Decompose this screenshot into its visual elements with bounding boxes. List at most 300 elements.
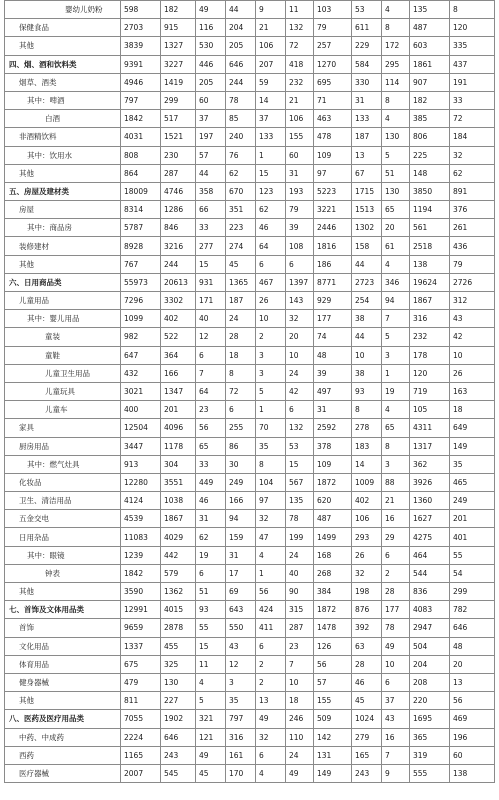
table-cell: 35	[226, 692, 256, 710]
table-cell: 915	[161, 19, 196, 37]
table-cell: 24	[226, 310, 256, 328]
table-cell: 2726	[450, 273, 495, 291]
table-cell: 90	[286, 583, 314, 601]
table-cell: 4096	[161, 419, 196, 437]
table-cell: 240	[226, 128, 256, 146]
table-cell: 2446	[314, 219, 352, 237]
table-row	[5, 764, 495, 782]
table-cell: 45	[226, 255, 256, 273]
table-cell: 78	[382, 619, 410, 637]
table-cell: 931	[196, 273, 226, 291]
table-cell: 24	[286, 546, 314, 564]
table-cell: 287	[161, 164, 196, 182]
table-cell: 48	[314, 346, 352, 364]
row-label: 非酒精饮料	[5, 128, 121, 146]
table-cell: 6	[196, 346, 226, 364]
table-cell: 12504	[121, 419, 161, 437]
table-cell: 7	[286, 655, 314, 673]
table-cell: 1024	[352, 710, 382, 728]
table-cell: 836	[410, 583, 450, 601]
table-cell: 907	[410, 73, 450, 91]
table-cell: 287	[286, 619, 314, 637]
table-cell: 10	[256, 310, 286, 328]
table-cell: 59	[256, 73, 286, 91]
table-row	[5, 19, 495, 37]
table-row	[5, 146, 495, 164]
table-cell: 13	[450, 673, 495, 691]
table-cell: 6	[286, 255, 314, 273]
table-cell: 8	[256, 455, 286, 473]
table-cell: 1715	[352, 182, 382, 200]
table-cell: 561	[410, 219, 450, 237]
table-cell: 110	[286, 728, 314, 746]
table-cell: 43	[450, 310, 495, 328]
table-cell: 4	[196, 673, 226, 691]
table-row	[5, 637, 495, 655]
table-cell: 142	[314, 728, 352, 746]
table-cell: 351	[226, 201, 256, 219]
table-cell: 76	[226, 146, 256, 164]
table-cell: 1872	[314, 601, 352, 619]
table-cell: 530	[196, 37, 226, 55]
table-cell: 1327	[161, 37, 196, 55]
table-cell: 183	[352, 437, 382, 455]
row-label: 其中：燃气灶具	[5, 455, 121, 473]
table-cell: 74	[314, 328, 352, 346]
table-cell: 86	[226, 437, 256, 455]
table-cell: 43	[382, 710, 410, 728]
table-cell: 42	[286, 382, 314, 400]
table-cell: 106	[286, 110, 314, 128]
table-cell: 170	[226, 764, 256, 782]
table-cell: 1360	[410, 492, 450, 510]
table-cell: 7	[196, 364, 226, 382]
table-row	[5, 128, 495, 146]
table-cell: 207	[256, 55, 286, 73]
table-cell: 32	[256, 728, 286, 746]
table-cell: 16	[382, 728, 410, 746]
table-cell: 567	[286, 473, 314, 491]
category-row	[5, 55, 495, 73]
table-cell: 249	[226, 473, 256, 491]
table-cell: 304	[161, 455, 196, 473]
table-cell: 487	[410, 19, 450, 37]
table-cell: 49	[286, 764, 314, 782]
table-cell: 133	[256, 128, 286, 146]
table-cell: 643	[226, 601, 256, 619]
table-cell: 6	[382, 673, 410, 691]
table-cell: 797	[226, 710, 256, 728]
table-cell: 611	[352, 19, 382, 37]
table-cell: 97	[314, 164, 352, 182]
table-cell: 1397	[286, 273, 314, 291]
table-cell: 442	[161, 546, 196, 564]
table-cell: 60	[196, 91, 226, 109]
table-cell: 155	[286, 128, 314, 146]
table-cell: 4946	[121, 73, 161, 91]
table-cell: 1038	[161, 492, 196, 510]
table-cell: 277	[196, 237, 226, 255]
table-row	[5, 619, 495, 637]
table-cell: 205	[226, 37, 256, 55]
table-cell: 299	[161, 91, 196, 109]
table-cell: 45	[196, 764, 226, 782]
table-cell: 26	[256, 292, 286, 310]
table-cell: 319	[410, 746, 450, 764]
table-cell: 30	[226, 455, 256, 473]
table-cell: 45	[352, 692, 382, 710]
table-cell: 62	[196, 528, 226, 546]
table-cell: 24	[286, 746, 314, 764]
table-cell: 65	[196, 437, 226, 455]
table-cell: 67	[352, 164, 382, 182]
table-cell: 155	[314, 692, 352, 710]
table-cell: 4746	[161, 182, 196, 200]
table-cell: 1009	[352, 473, 382, 491]
table-cell: 255	[226, 419, 256, 437]
table-cell: 487	[314, 510, 352, 528]
row-label: 装修建材	[5, 237, 121, 255]
table-cell: 15	[256, 164, 286, 182]
table-cell: 14	[256, 91, 286, 109]
table-cell: 32	[450, 146, 495, 164]
category-row	[5, 273, 495, 291]
table-cell: 13	[256, 692, 286, 710]
table-cell: 78	[226, 91, 256, 109]
table-cell: 4083	[410, 601, 450, 619]
row-label: 四、烟、酒和饮料类	[5, 55, 121, 73]
table-row	[5, 583, 495, 601]
table-cell: 88	[382, 473, 410, 491]
table-cell: 504	[410, 637, 450, 655]
table-cell: 109	[314, 455, 352, 473]
category-row	[5, 182, 495, 200]
table-cell: 522	[161, 328, 196, 346]
table-cell: 1902	[161, 710, 196, 728]
table-cell: 811	[121, 692, 161, 710]
table-cell: 65	[382, 419, 410, 437]
row-label: 保健食品	[5, 19, 121, 37]
table-cell: 204	[226, 19, 256, 37]
table-cell: 171	[196, 292, 226, 310]
table-cell: 1842	[121, 110, 161, 128]
table-cell: 8	[226, 364, 256, 382]
table-cell: 2518	[410, 237, 450, 255]
table-cell: 478	[314, 128, 352, 146]
table-cell: 675	[121, 655, 161, 673]
table-cell: 15	[196, 637, 226, 655]
table-cell: 44	[352, 328, 382, 346]
table-cell: 2	[256, 328, 286, 346]
table-cell: 982	[121, 328, 161, 346]
table-cell: 876	[352, 601, 382, 619]
table-cell: 5223	[314, 182, 352, 200]
table-cell: 8	[450, 1, 495, 19]
table-cell: 103	[314, 1, 352, 19]
table-cell: 4	[382, 1, 410, 19]
table-cell: 182	[410, 91, 450, 109]
table-row	[5, 673, 495, 691]
table-row	[5, 310, 495, 328]
table-cell: 54	[450, 564, 495, 582]
table-cell: 56	[256, 583, 286, 601]
table-cell: 3	[256, 364, 286, 382]
table-row	[5, 382, 495, 400]
table-cell: 261	[450, 219, 495, 237]
table-cell: 12	[226, 655, 256, 673]
table-cell: 1499	[314, 528, 352, 546]
table-cell: 3	[226, 673, 256, 691]
table-cell: 204	[410, 655, 450, 673]
table-cell: 1867	[410, 292, 450, 310]
table-cell: 93	[196, 601, 226, 619]
table-cell: 9	[382, 764, 410, 782]
table-cell: 8928	[121, 237, 161, 255]
table-row	[5, 455, 495, 473]
table-cell: 2703	[121, 19, 161, 37]
table-cell: 8	[382, 19, 410, 37]
table-cell: 364	[161, 346, 196, 364]
table-cell: 4015	[161, 601, 196, 619]
table-cell: 46	[256, 219, 286, 237]
table-cell: 603	[410, 37, 450, 55]
table-cell: 32	[256, 510, 286, 528]
table-cell: 69	[226, 583, 256, 601]
table-cell: 1478	[314, 619, 352, 637]
table-cell: 72	[286, 37, 314, 55]
table-cell: 3227	[161, 55, 196, 73]
table-cell: 517	[161, 110, 196, 128]
table-cell: 168	[314, 546, 352, 564]
row-label: 其中：婴儿用品	[5, 310, 121, 328]
table-cell: 620	[314, 492, 352, 510]
table-cell: 23	[196, 401, 226, 419]
table-cell: 71	[314, 91, 352, 109]
table-cell: 163	[450, 382, 495, 400]
table-cell: 446	[196, 55, 226, 73]
table-cell: 3021	[121, 382, 161, 400]
table-cell: 184	[450, 128, 495, 146]
table-cell: 35	[450, 455, 495, 473]
table-cell: 40	[196, 310, 226, 328]
table-cell: 418	[286, 55, 314, 73]
table-cell: 33	[196, 219, 226, 237]
table-row	[5, 201, 495, 219]
table-cell: 1347	[161, 382, 196, 400]
table-cell: 1239	[121, 546, 161, 564]
row-label: 儿童用品	[5, 292, 121, 310]
row-label: 婴幼儿奶粉	[5, 1, 121, 19]
table-cell: 1	[382, 364, 410, 382]
table-cell: 315	[286, 601, 314, 619]
table-cell: 18	[286, 692, 314, 710]
table-cell: 11	[286, 1, 314, 19]
table-cell: 198	[352, 583, 382, 601]
table-cell: 187	[226, 292, 256, 310]
table-cell: 72	[450, 110, 495, 128]
table-cell: 106	[352, 510, 382, 528]
table-row	[5, 546, 495, 564]
table-cell: 63	[352, 637, 382, 655]
table-cell: 7296	[121, 292, 161, 310]
table-cell: 376	[450, 201, 495, 219]
table-cell: 584	[352, 55, 382, 73]
table-cell: 19	[196, 546, 226, 564]
table-cell: 2723	[352, 273, 382, 291]
table-cell: 62	[226, 164, 256, 182]
table-cell: 66	[196, 201, 226, 219]
row-label: 儿童车	[5, 401, 121, 419]
table-cell: 78	[286, 510, 314, 528]
table-cell: 1	[256, 564, 286, 582]
table-cell: 8314	[121, 201, 161, 219]
table-cell: 199	[286, 528, 314, 546]
table-cell: 1099	[121, 310, 161, 328]
row-label: 日用杂品	[5, 528, 121, 546]
table-cell: 21	[286, 91, 314, 109]
table-cell: 161	[226, 746, 256, 764]
table-cell: 362	[410, 455, 450, 473]
table-cell: 15	[286, 455, 314, 473]
table-cell: 8	[382, 91, 410, 109]
table-cell: 846	[161, 219, 196, 237]
table-cell: 7055	[121, 710, 161, 728]
table-cell: 132	[286, 419, 314, 437]
table-cell: 295	[382, 55, 410, 73]
table-cell: 65	[382, 201, 410, 219]
table-cell: 201	[161, 401, 196, 419]
table-cell: 32	[352, 564, 382, 582]
table-row	[5, 528, 495, 546]
table-cell: 464	[410, 546, 450, 564]
table-cell: 229	[352, 37, 382, 55]
table-cell: 2	[382, 564, 410, 582]
table-cell: 13	[352, 146, 382, 164]
table-cell: 9	[256, 1, 286, 19]
table-cell: 411	[256, 619, 286, 637]
table-cell: 449	[196, 473, 226, 491]
table-cell: 378	[314, 437, 352, 455]
table-cell: 12280	[121, 473, 161, 491]
table-cell: 46	[196, 492, 226, 510]
table-cell: 1842	[121, 564, 161, 582]
table-cell: 51	[382, 164, 410, 182]
table-cell: 172	[382, 37, 410, 55]
table-cell: 5	[382, 146, 410, 164]
table-cell: 646	[450, 619, 495, 637]
table-cell: 365	[410, 728, 450, 746]
row-label: 八、医药及医疗用品类	[5, 710, 121, 728]
table-body	[5, 1, 495, 783]
table-cell: 2007	[121, 764, 161, 782]
table-cell: 467	[256, 273, 286, 291]
table-cell: 182	[161, 1, 196, 19]
table-row	[5, 237, 495, 255]
table-cell: 1816	[314, 237, 352, 255]
table-cell: 243	[161, 746, 196, 764]
row-label: 其他	[5, 692, 121, 710]
table-cell: 782	[450, 601, 495, 619]
table-cell: 6	[256, 746, 286, 764]
table-cell: 6	[382, 546, 410, 564]
table-cell: 424	[256, 601, 286, 619]
table-cell: 49	[382, 637, 410, 655]
table-cell: 670	[226, 182, 256, 200]
table-cell: 1194	[410, 201, 450, 219]
table-cell: 4	[256, 546, 286, 564]
table-cell: 279	[352, 728, 382, 746]
row-label: 厨房用品	[5, 437, 121, 455]
table-cell: 1521	[161, 128, 196, 146]
table-cell: 1419	[161, 73, 196, 91]
table-cell: 57	[196, 146, 226, 164]
table-cell: 257	[314, 37, 352, 55]
table-cell: 2	[256, 655, 286, 673]
table-cell: 14	[352, 455, 382, 473]
table-cell: 196	[450, 728, 495, 746]
table-cell: 38	[352, 310, 382, 328]
table-cell: 8	[382, 437, 410, 455]
table-cell: 929	[314, 292, 352, 310]
table-cell: 10	[382, 655, 410, 673]
table-cell: 469	[450, 710, 495, 728]
table-cell: 12991	[121, 601, 161, 619]
table-cell: 165	[352, 746, 382, 764]
table-cell: 808	[121, 146, 161, 164]
table-cell: 104	[256, 473, 286, 491]
table-cell: 6	[286, 401, 314, 419]
category-row	[5, 601, 495, 619]
table-cell: 47	[256, 528, 286, 546]
table-cell: 11	[196, 655, 226, 673]
table-cell: 56	[450, 692, 495, 710]
table-cell: 891	[450, 182, 495, 200]
table-cell: 177	[382, 601, 410, 619]
table-cell: 437	[450, 55, 495, 73]
table-cell: 1872	[314, 473, 352, 491]
row-label: 七、首饰及文体用品类	[5, 601, 121, 619]
table-row	[5, 37, 495, 55]
table-row	[5, 746, 495, 764]
table-cell: 4	[382, 401, 410, 419]
table-cell: 17	[226, 564, 256, 582]
table-cell: 49	[196, 1, 226, 19]
table-cell: 97	[256, 492, 286, 510]
table-cell: 44	[196, 164, 226, 182]
table-cell: 33	[196, 455, 226, 473]
table-cell: 550	[226, 619, 256, 637]
table-cell: 31	[196, 510, 226, 528]
table-cell: 3	[382, 346, 410, 364]
table-cell: 57	[314, 673, 352, 691]
table-cell: 9391	[121, 55, 161, 73]
table-cell: 455	[161, 637, 196, 655]
table-cell: 53	[352, 1, 382, 19]
table-cell: 312	[450, 292, 495, 310]
table-row	[5, 728, 495, 746]
table-cell: 400	[121, 401, 161, 419]
table-cell: 647	[121, 346, 161, 364]
table-cell: 1365	[226, 273, 256, 291]
table-cell: 20	[286, 328, 314, 346]
row-label: 中药、中成药	[5, 728, 121, 746]
table-cell: 109	[314, 146, 352, 164]
table-cell: 193	[286, 182, 314, 200]
table-cell: 4031	[121, 128, 161, 146]
table-cell: 230	[161, 146, 196, 164]
table-cell: 5787	[121, 219, 161, 237]
row-label: 其他	[5, 255, 121, 273]
